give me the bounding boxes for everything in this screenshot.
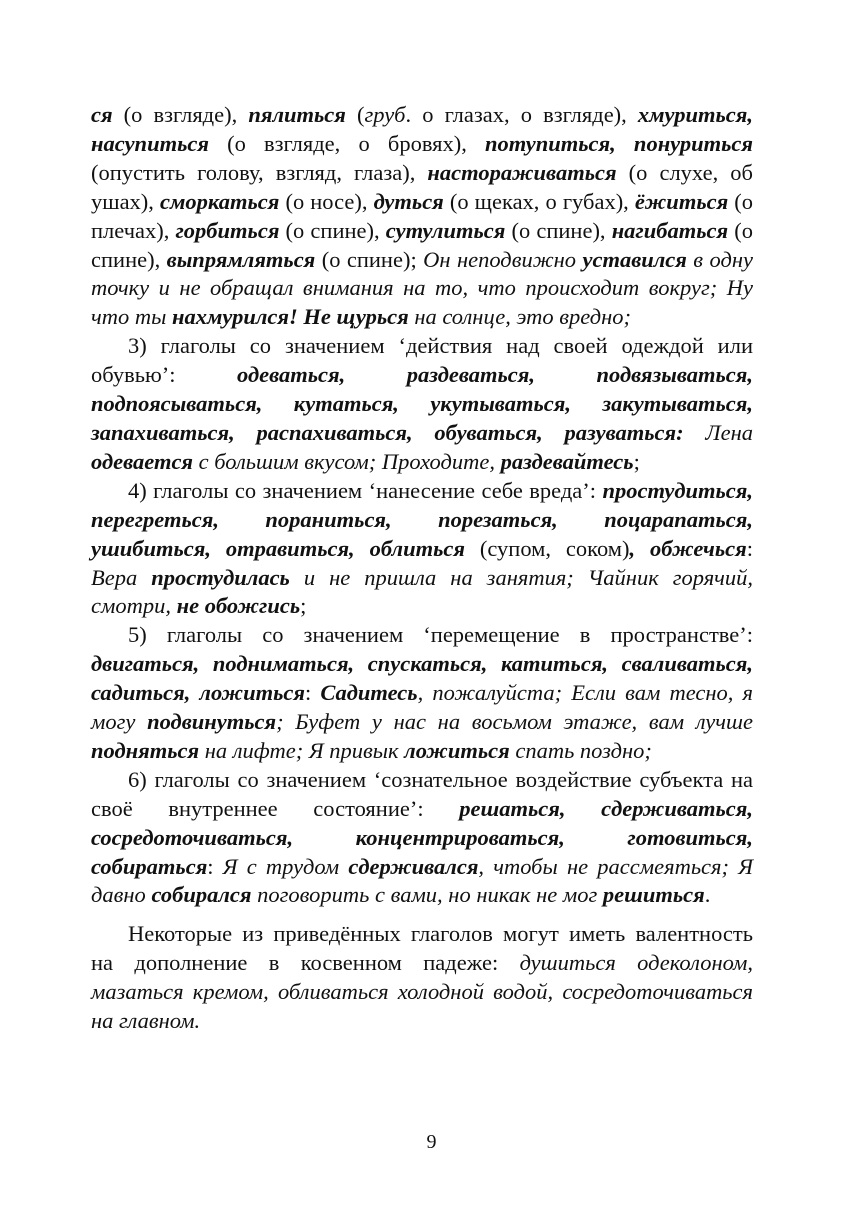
term-emphasis: одевается — [91, 448, 194, 474]
term-emphasis: потупиться, понуриться — [485, 130, 753, 156]
paragraph — [91, 101, 753, 332]
term-emphasis: Садитесь — [320, 680, 418, 706]
paragraph — [91, 766, 753, 911]
example-text: в одну точку и не обращал внимания на то, что происходит вокруг; Ну что ты — [91, 246, 753, 330]
term-emphasis: хмуриться, насупиться — [91, 102, 753, 156]
term-emphasis: не обожгись — [176, 593, 301, 619]
paragraph — [91, 920, 753, 1036]
term-emphasis: собирался — [151, 882, 252, 908]
term-emphasis: настораживаться — [427, 159, 617, 185]
term-emphasis: дуться — [373, 188, 444, 214]
term-emphasis: сутулиться — [385, 217, 506, 243]
term-emphasis: сдерживался — [348, 853, 479, 879]
page-text — [91, 101, 753, 1036]
body-text: ( — [345, 102, 365, 127]
term-emphasis: ся — [91, 102, 113, 127]
term-emphasis: решиться — [602, 882, 705, 908]
paragraph — [91, 332, 753, 477]
body-text: (о взгляде), — [112, 102, 249, 127]
example-text: , пожалуйста; Если вам тесно, я могу — [91, 680, 753, 735]
body-text: (супом, соком) — [464, 535, 630, 561]
term-emphasis: раздевайтесь — [500, 448, 634, 474]
body-text: : — [207, 853, 223, 879]
body-text: (о взгляде, о бровях), — [208, 130, 486, 156]
term-emphasis: пялиться — [248, 102, 346, 127]
term-emphasis: двигаться, подниматься, спускаться, катиться, сваливаться, садиться, ложиться — [91, 651, 753, 706]
example-text: Я с трудом — [222, 853, 349, 879]
body-text: : — [746, 535, 753, 561]
term-emphasis: нагибаться — [611, 217, 729, 243]
example-text: душиться одеколоном, мазаться кремом, обливаться холодной водой, сосредоточиваться на главном. — [91, 950, 753, 1034]
body-text: (о слухе, об ушах), — [91, 159, 753, 214]
example-text: и не пришла на занятия; Чайник горячий, смотри, — [91, 564, 754, 619]
body-text: 5) глаголы со значением ‘перемещение в пространстве’: — [128, 622, 753, 648]
body-text: 4) глаголы со значением ‘нанесение себе вреда’: — [128, 477, 603, 503]
body-text: (о спине); — [315, 246, 424, 272]
example-text: на лифте; Я привык — [199, 737, 405, 763]
term-emphasis: , обжечься — [629, 535, 747, 561]
paragraph — [91, 477, 753, 622]
example-text: с большим вкусом; Проходите, — [193, 448, 501, 474]
example-text: груб — [364, 102, 406, 127]
term-emphasis: одеваться, раздеваться, подвязываться, подпоясываться, кутаться, укутываться, закутываться, запахиваться, распахиваться, обуваться, разуваться: — [91, 362, 753, 445]
paragraph — [91, 621, 753, 766]
example-text: , чтобы не рассмеяться; Я давно — [91, 853, 753, 908]
body-text: (о спине), — [505, 217, 612, 243]
example-text: ; Буфет у нас на восьмом этаже, вам лучше — [276, 709, 753, 735]
body-text: (о спине), — [279, 217, 386, 243]
term-emphasis: горбиться — [175, 217, 280, 243]
body-text: ; — [300, 593, 307, 619]
term-emphasis: сморкаться — [160, 188, 280, 214]
body-text: (о носе), — [279, 188, 374, 214]
body-text: . — [704, 882, 711, 908]
body-text: : — [304, 680, 321, 706]
term-emphasis: простудиться, перегреться, пораниться, порезаться, поцарапаться, ушибиться, отравиться, облиться — [91, 477, 753, 561]
term-emphasis: простудилась — [151, 564, 290, 590]
term-emphasis: выпрямляться — [166, 246, 316, 272]
body-text: ; — [633, 448, 640, 474]
example-text: Вера — [91, 564, 152, 590]
body-text: (о спине), — [91, 217, 753, 272]
body-text: (о щеках, о губах), — [443, 188, 635, 214]
term-emphasis: решаться, сдерживаться, сосредоточиваться, концентрироваться, готовиться, собираться — [91, 795, 753, 879]
example-text: Лена — [683, 419, 753, 445]
body-text: Некоторые из приведённых глаголов могут иметь валентность на дополнение в косвенном падеже: — [91, 921, 753, 976]
term-emphasis: подняться — [91, 737, 200, 763]
term-emphasis: нахмурился! Не щурься — [171, 304, 409, 330]
page-number: 9 — [426, 1131, 437, 1153]
term-emphasis: подвинуться — [147, 709, 277, 735]
example-text: спать поздно; — [509, 737, 652, 763]
term-emphasis: ёжиться — [634, 188, 729, 214]
example-text: на солнце, это вредно; — [408, 304, 631, 330]
body-text: . о глазах, о взгляде), — [405, 102, 638, 127]
term-emphasis: уставился — [582, 246, 687, 272]
body-text: (опустить голову, взгляд, глаза), — [91, 159, 428, 185]
example-text: Он неподвижно — [423, 246, 583, 272]
body-text: 6) глаголы со значением ‘сознательное воздействие субъекта на своё внутреннее состояние’: — [91, 766, 753, 821]
body-text: 3) глаголы со значением ‘действия над своей одеждой или обувью’: — [91, 333, 753, 388]
term-emphasis: ложиться — [404, 737, 510, 763]
example-text: поговорить с вами, но никак не мог — [251, 882, 603, 908]
body-text: (о плечах), — [91, 188, 754, 243]
